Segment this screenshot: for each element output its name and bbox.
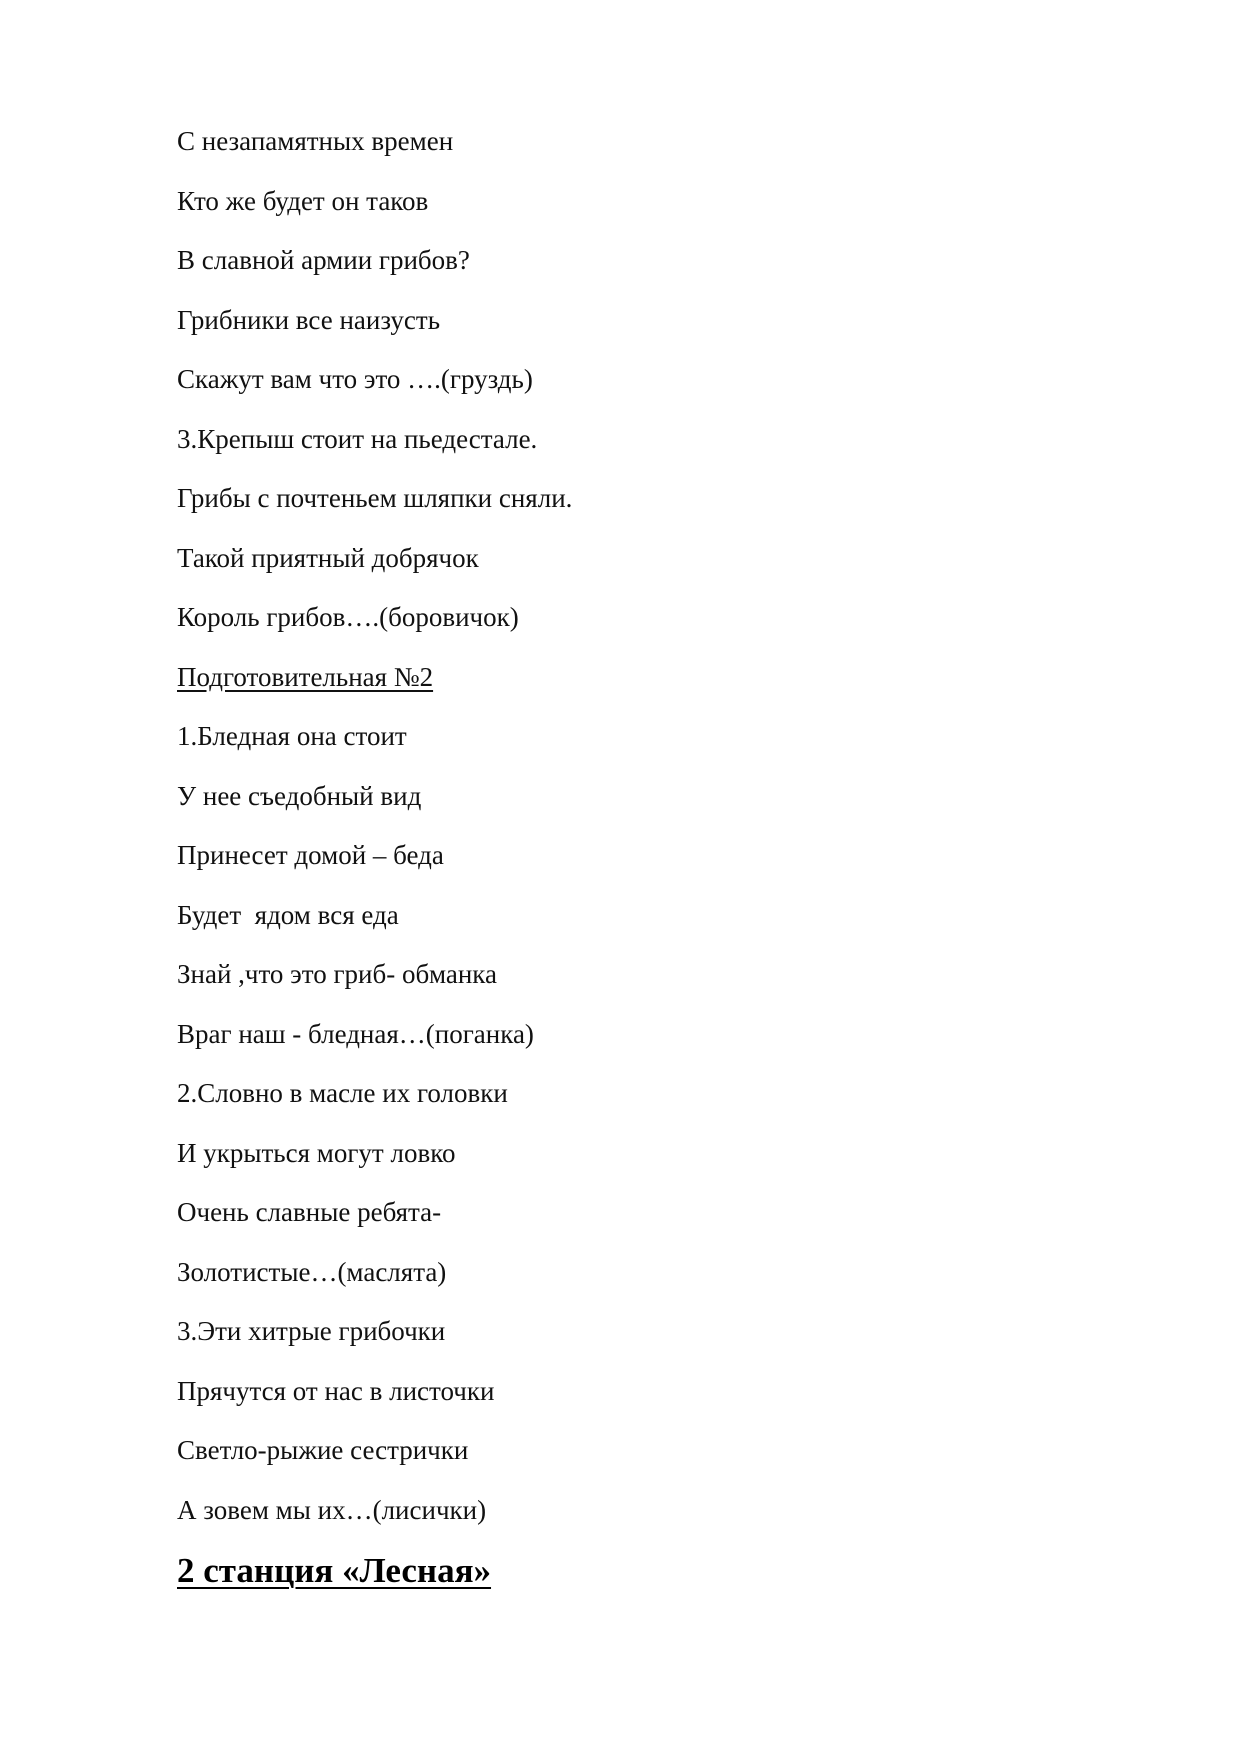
poem-line: Светло-рыжие сестрички [177,1435,469,1465]
poem-line: В славной армии грибов? [177,245,470,275]
poem-line: 3.Эти хитрые грибочки [177,1316,446,1346]
poem-line: Знай ,что это гриб- обманка [177,959,497,989]
poem-line: Кто же будет он таков [177,185,429,216]
poem-line: И укрыться могут ловко [177,1137,456,1168]
poem-line: Грибы с почтеньем шляпки сняли. [177,483,573,513]
poem-line: Такой приятный добрячок [177,542,479,573]
poem-line: Враг наш - бледная…(поганка) [177,1018,534,1049]
poem-line: 1.Бледная она стоит [177,721,407,751]
document-body [177,112,1157,1631]
poem-line: 2.Словно в масле их головки [177,1078,508,1108]
poem-line: Будет ядом вся еда [177,899,399,930]
poem-line: Принесет домой – беда [177,840,444,870]
poem-line: Скажут вам что это ….(груздь) [177,364,533,394]
poem-line: С незапамятных времен [177,126,454,156]
poem-line: Грибники все наизусть [177,304,441,335]
poem-line: У нее съедобный вид [177,780,422,811]
poem-line: Прячутся от нас в листочки [177,1375,495,1406]
poem-line: 3.Крепыш стоит на пьедестале. [177,423,538,454]
station-heading: 2 станция «Лесная» [177,1551,492,1590]
poem-line: Король грибов….(боровичок) [177,602,519,632]
group-subheading: Подготовительная №2 [177,661,434,692]
poem-line: Очень славные ребята- [177,1197,442,1227]
poem-line: Золотистые…(маслята) [177,1256,447,1287]
poem-line: А зовем мы их…(лисички) [177,1494,487,1525]
